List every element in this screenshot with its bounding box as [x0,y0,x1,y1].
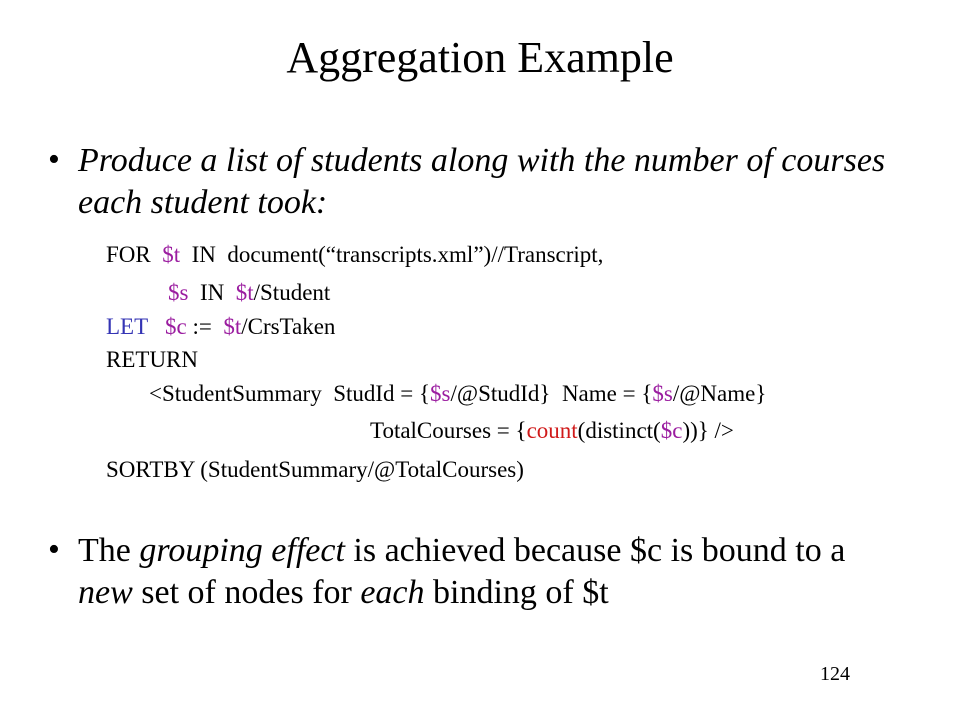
total-text-2: (distinct( [577,418,661,443]
bullet-2-text-2: is achieved because $c is bound to a [344,532,846,569]
total-text-3: ))} /> [682,418,734,443]
bullet-2-text-1: The [78,532,140,569]
bullet-1-text: Produce a list of students along with the number of courses each student took: [78,142,886,221]
total-text-1: TotalCourses = { [370,418,527,443]
var-s: $s [430,381,451,406]
path-crstaken: /CrsTaken [241,314,336,339]
function-count: count [526,418,578,443]
summary-text-2: /@StudId} Name = { [450,381,653,406]
keyword-for: FOR [106,242,151,267]
bullet-2-text-3: set of nodes for [132,574,361,611]
var-c: $c [660,418,683,443]
code-line-return [106,346,198,374]
bullet-text-1 [78,140,898,224]
summary-text-3: /@Name} [672,381,767,406]
slide-title: Aggregation Example [286,33,674,82]
code-line-s [168,279,330,307]
keyword-return: RETURN [106,347,198,372]
bullet-2-emphasis-1: grouping effect [139,532,345,569]
path-student: /Student [253,280,331,305]
code-line-let [106,313,335,341]
bullet-text-2 [78,530,898,614]
page-number: 124 [820,663,850,685]
var-c: $c [164,314,187,339]
var-t: $t [223,314,242,339]
var-t: $t [235,280,254,305]
bullet-2-text-4: binding of $t [424,574,609,611]
bullet-2-emphasis-2: new [78,574,133,611]
code-line-total [370,417,734,445]
summary-text-1: <StudentSummary StudId = { [149,381,431,406]
var-s: $s [652,381,673,406]
bullet-marker: • [48,141,60,178]
var-s: $s [168,280,189,305]
keyword-let: LET [106,314,148,339]
code-line-summary [149,380,766,408]
bullet-marker: • [48,531,60,568]
code-line-sortby: SORTBY (StudentSummary/@TotalCourses) [106,457,524,482]
document-call: document(“transcripts.xml”)//Transcript, [227,242,604,267]
keyword-in: IN [199,280,225,305]
code-line-for [106,241,603,269]
keyword-in: IN [191,242,216,267]
bullet-2-emphasis-3: each [360,574,425,611]
assign-op: := [192,314,212,339]
var-t: $t [162,242,181,267]
